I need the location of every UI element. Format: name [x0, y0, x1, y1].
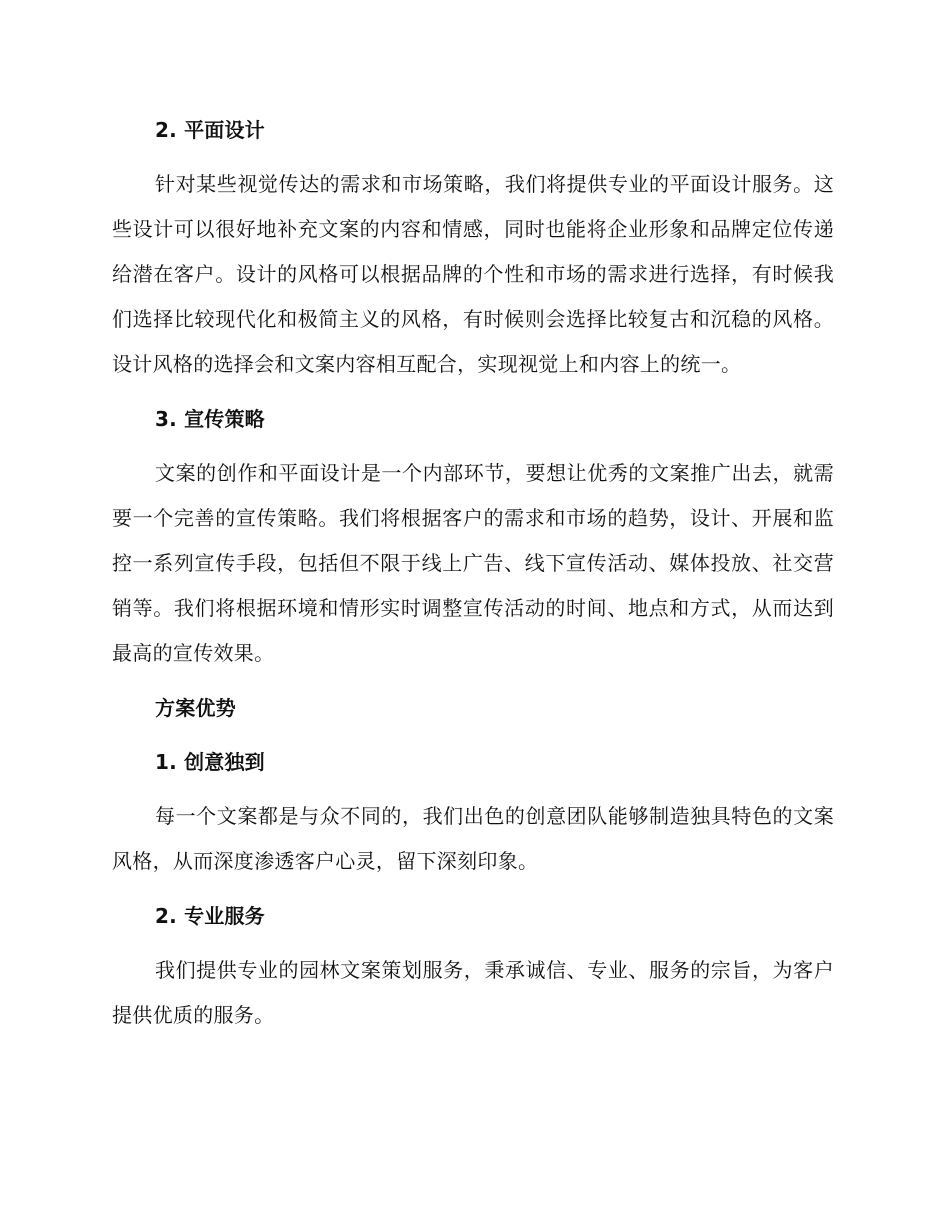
section-heading-promotion-strategy: 3. 宣传策略 [155, 407, 265, 431]
section-heading-professional-service: 2. 专业服务 [155, 904, 265, 928]
section-paragraph-creative: 每一个文案都是与众不同的，我们出色的创意团队能够制造独具特色的文案风格，从而深度渗透客户心灵，留下深刻印象。 [112, 804, 834, 873]
document-page [112, 108, 834, 1048]
section-heading-plan-advantages: 方案优势 [155, 696, 236, 720]
section-paragraph-graphic-design: 针对某些视觉传达的需求和市场策略，我们将提供专业的平面设计服务。这些设计可以很好地补充文案的内容和情感，同时也能将企业形象和品牌定位传递给潜在客户。设计的风格可以根据品牌的个性和市场的需求进行选择，有时候我们选择比较现代化和极简主义的风格，有时候则会选择比较复古和沉稳的风格。设计风格的选择会和文案内容相互配合，实现视觉上和内容上的统一。 [112, 172, 834, 376]
section-paragraph-promotion-strategy: 文案的创作和平面设计是一个内部环节，要想让优秀的文案推广出去，就需要一个完善的宣传策略。我们将根据客户的需求和市场的趋势，设计、开展和监控一系列宣传手段，包括但不限于线上广告、线下宣传活动、媒体投放、社交营销等。我们将根据环境和情形实时调整宣传活动的时间、地点和方式，从而达到最高的宣传效果。 [112, 461, 834, 665]
section-heading-creative: 1. 创意独到 [155, 750, 265, 774]
section-heading-graphic-design: 2. 平面设计 [155, 118, 265, 142]
section-paragraph-professional-service: 我们提供专业的园林文案策划服务，秉承诚信、专业、服务的宗旨，为客户提供优质的服务。 [112, 958, 834, 1027]
